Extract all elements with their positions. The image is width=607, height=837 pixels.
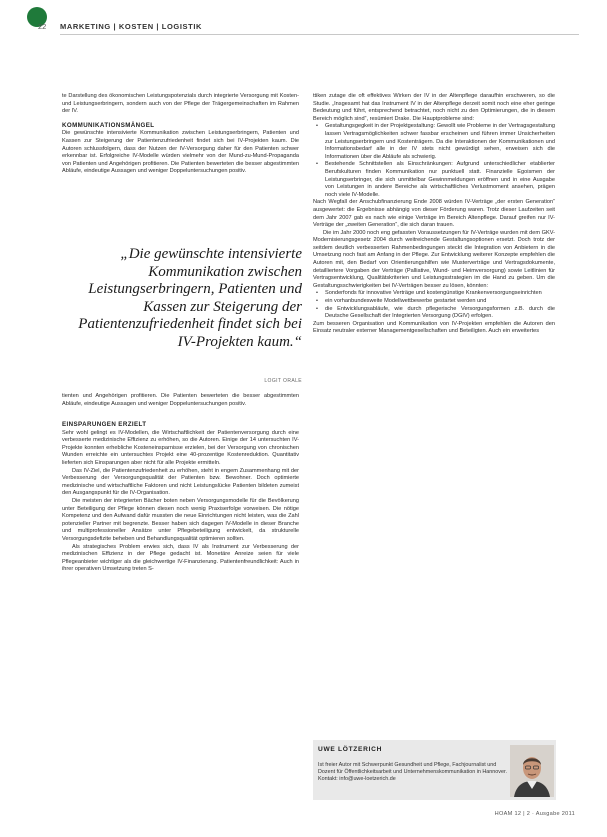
paragraph-einsparungen: Sehr wohl gelingt es IV-Modellen, die Wirtschaftlichkeit der Patientenversorgung durch eine verbesserte medizinische Effizienz zu erhöhen, so die Autoren. Einige der 14 untersuchten IV-Projekte konnten erhebliche Kosteneinsparnisse erzielen, bei der Versorgung von chronischen Wunden erreichte ein untersuchtes Projekt eine 40-prozentige Kostenreduktion. Quantitativ lieferten sich Einsparungen aber nicht für alle Projekte ermitteln. (62, 429, 299, 466)
recommendation-list (313, 290, 555, 320)
problem-list (313, 123, 555, 199)
paragraph-anschubfinanzierung: Nach Wegfall der Anschubfinanzierung Ende 2008 würden IV-Verträge „der ersten Generation“ ausgewertet: die Ergebnisse abhängig von dieser Förderung waren. Trotz dieser Laufzeiten seit dem Jahr 2007 gab es nach wie einige Verträge im Bereich Altenpflege. Darauf greifen nur IV-Verträge der „zweiten Generation“, die sich daran trauen. (313, 199, 555, 229)
author-bio: Ist freier Autor mit Schwerpunkt Gesundheit und Pflege, Fachjournalist und Dozent für Öffentlichkeitsarbeit und Unternehmenskommunikation in Hannover. Kontakt: info@uwe-loetzerich.de (318, 762, 507, 782)
left-column-bottom (62, 393, 299, 574)
list-item: • Bestehende Schnittstellen als Einschränkungen: Aufgrund unterschiedlicher etablierter Berufskulturen finden Kommunikation nur punktuell statt. Finanzielle Egoismen der Leistungserbringer, die sich unmittelbar Gewinnmeldungen eröffnen und in eine Ausgabe von Leistungen in andere Bereiche als wirtschaftliches Verlustmoment ansehen, prägen noch viele IV-Modelle. (321, 161, 555, 199)
page-number: 22 (38, 22, 47, 31)
paragraph-iv-ziel: Das IV-Ziel, die Patientenzufriedenheit zu erhöhen, steht in engem Zusammenhang mit der Verbesserung der Versorgungsqualität der Patienten bzw. Bewohner. Doch optimierte medizinische und wirtschaftliche Faktoren und nicht Leistungslücke Patienten bildeten zumeist den Ausgangspunkt für die IV-Organisation. (62, 467, 299, 497)
paragraph-kommunikation: Die gewünschte intensivierte Kommunikation zwischen Leistungserbringern, Patienten und Kassen zur Steigerung der Patientenzufriedenheit findet sich bei IV-Projekten kaum. Die Autoren schlussfolgern, dass der Nutzen der IV-Versorgung daher für den Patienten schwer erkennbar ist. Erfolgreiche IV-Modelle würden vielmehr von der Mund-zu-Mund-Propaganda von Patienten und Angehörigen profitieren. Die Patienten bewerteten die besser abgestimmten Abläufe, eindeutige Aussagen und weniger Doppeluntersuchungen positiv. (62, 130, 299, 175)
section-title: MARKETING | KOSTEN | LOGISTIK (60, 22, 203, 31)
list-item: • Sonderfonds für innovative Verträge und kostengünstige Krankenversorgungseinrichten (321, 290, 555, 298)
paragraph-hauptprobleme-intro: ttiken zutage die oft effektives Wirken der IV in der Altenpflege daraufhin erschweren, so die Studie. „Insgesamt hat das Instrument IV in der Altenpflege derzeit somit noch eine eher geringe Bedeutung und führt, entsprechend betrachtet, noch nicht zu den Optimierungen, die in diesem Bereich möglich sind“, resümiert Drake. Die Hauptprobleme sind: (313, 93, 555, 122)
paragraph-organisation: Zum besseren Organisation und Kommunikation von IV-Projekten empfehlen die Autoren den Einsatz neutraler externer Managementgesellschaften und Beteiligten. Auch ein erweitertes (313, 320, 555, 335)
footer: HOAM 12 | 2 · Ausgabe 2011 (494, 811, 575, 817)
paragraph-kommunikation-continued: tienten und Angehörigen profitieren. Die Patienten bewerteten die besser abgestimmten Abläufe, eindeutige Aussagen und weniger Doppeluntersuchungen positiv. (62, 393, 299, 407)
paragraph-voraussetzungen: Die im Jahr 2000 noch eng gefassten Voraussetzungen für IV-Verträge wurden mit dem GKV-Modernisierungsgesetz 2004 durch weitreichende Gestaltungsoptionen ersetzt. Doch trotz der seitdem deutlich verbesserten Rahmenbedingungen steckt die Integration von Anbietern in die Umsetzung noch fast am Anfang in der Pflege. Zur Entwicklung weiterer Konzepte empfehlen die Autoren mit, den Bedarf von Orientierungshilfen wie Musterverträge und Vertragsdokumente, detailliertere Vorgaben der Verträge (Palliative, Wund- und Heimversorgung) sowie Leitlinien für Vertragsentwicklung, Qualitätskriterien und Leistungsstrategien im die Hand zu geben. Um die Gestaltungsschwierigkeiten bei IV-Verträgen besser zu lösen, könnten: (313, 229, 555, 289)
header-divider (60, 34, 579, 35)
list-item: • ein vorhanbundesweite Modellwettbewerbe gestartet werden und (321, 298, 555, 306)
pull-quote: „Die gewünschte intensivierte Kommunikation zwischen Leistungserbringern, Patienten und Kassen zur Steigerung der Patientenzufriedenheit findet sich bei IV-Projekten kaum.“ (78, 246, 302, 350)
list-item: • Gestaltungsgegkeit in der Projektgestaltung: Gewollt wie Probleme in der Vertragsgestaltung lassen Vertragsmöglichkeiten schwer fassbar erscheinen und führen immer Unsicherheiten zur Leistungserbringern und Kostenträgern. Da die Interaktionen der Kommunikationen und Informationsbedarf alle in der IV stets nicht gewürdigt sehen, erweisen sich die Informationen über die Abläufe als schwierig. (321, 123, 555, 161)
heading-einsparungen: EINSPARUNGEN ERZIELT (62, 421, 147, 428)
intro-paragraph: te Darstellung des ökonomischen Leistungspotenzials durch integrierte Versorgung mit Kosten- und Leistungserbringern, sondern auch von der Pflege der Trägergemeinschaften im Rahmen der IV. (62, 93, 299, 115)
person-icon (510, 745, 554, 797)
paragraph-versorgungsmodelle: Die meisten der integrierten Bächer boten neben Versorgungsmodelle für die Bevölkerung unter Beteiligung der Pflege können diesen noch wenig Praxiserfolge vorweisen. Die nötige Kompetenz und den Aufwand dafür mussten die neue Einrichtungen nicht leisten, was die Zahl potenzieller Partner mit begrenzte. Besser haben sich dagegen IV-Modelle in dieser Branche und multiprofessioneller Ansätze unter Pflegebeteiligung entwickelt, da strukturelle Versorgungsdefizite beheben und Behandlungsqualität optimieren sollten. (62, 497, 299, 542)
right-column (313, 93, 555, 336)
list-item: • die Entwicklungsabläufe, wie durch pflegerische Versorgungsformen z.B. durch die Deutsche Gesellschaft der Integrierten Versorgung (DGIV) erfolgen. (321, 306, 555, 321)
left-column-top (62, 93, 299, 174)
paragraph-strategisches-problem: Als strategisches Problem erwies sich, dass IV als Instrument zur Verbesserung der medizinischen Effizienz in der Pflege gedacht ist. Monetäre Anreize seien für viele Pflegeanbieter wichtiger als die gleichwertige IV-Finanzierung. Patientenfreundlichkeit: Auch in ihrer operativen Umsetzung treten S- (62, 543, 299, 573)
author-name: UWE LÖTZERICH (318, 746, 383, 753)
pull-quote-author: LOGIT ORALE (264, 378, 302, 384)
heading-kommunikationsmaengel: KOMMUNIKATIONSMÄNGEL (62, 121, 155, 129)
author-photo (510, 745, 554, 797)
